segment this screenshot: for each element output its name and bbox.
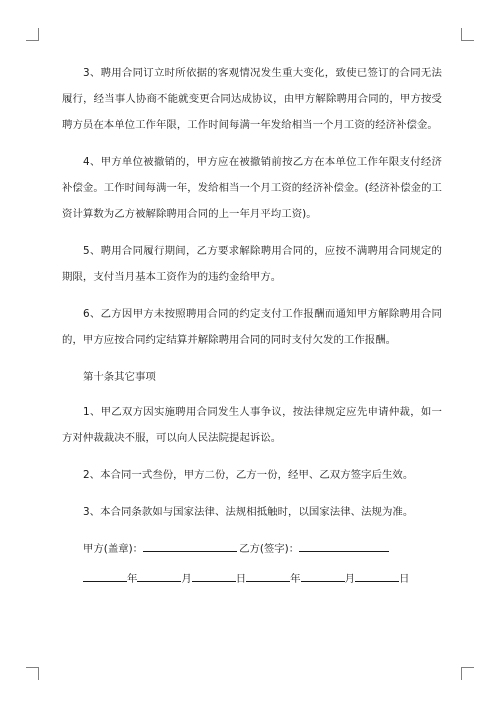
date-row xyxy=(62,566,442,592)
date-blank xyxy=(246,569,290,582)
date-blank xyxy=(137,569,181,582)
party-a-label: 甲方(盖章)： xyxy=(83,543,144,555)
party-a-signature-line xyxy=(143,539,237,552)
month-label: 月 xyxy=(181,573,192,585)
crop-mark-bottom-right xyxy=(461,667,474,680)
document-body xyxy=(62,60,442,592)
date-blank xyxy=(355,569,399,582)
clause-paragraph: 1、甲乙双方因实施聘用合同发生人事争议，按法律规定应先申请仲裁，如一方对仲裁裁决不服，可以向人民法院提起诉讼。 xyxy=(62,406,442,444)
year-label: 年 xyxy=(127,573,138,585)
clause-paragraph: 2、本合同一式叁份，甲方二份，乙方一份，经甲、乙双方签字后生效。 xyxy=(83,469,414,481)
date-blank xyxy=(83,569,127,582)
year-label: 年 xyxy=(290,573,301,585)
clause-paragraph: 4、甲方单位被撤销的，甲方应在被撤销前按乙方在本单位工作年限支付经济补偿金。工作时间每满一年，发给相当一个月工资的经济补偿金。(经济补偿金的工资计算数为乙方被解除聘用合同的上一年月平均工资)。 xyxy=(62,156,442,220)
party-b-signature-line xyxy=(299,539,389,552)
day-label: 日 xyxy=(398,573,410,585)
crop-mark-bottom-left xyxy=(26,667,39,680)
crop-mark-top-right xyxy=(461,28,474,41)
clause-paragraph: 3、聘用合同订立时所依据的客观情况发生重大变化，致使已签订的合同无法履行，经当事人协商不能就变更合同达成协议，由甲方解除聘用合同的，甲方按受聘方员在本单位工作年限，工作时间每满一年发给相当一个月工资的经济补偿金。 xyxy=(62,67,442,131)
clause-paragraph: 5、聘用合同履行期间，乙方要求解除聘用合同的，应按不满聘用合同规定的期限，支付当月基本工资作为的违约金给甲方。 xyxy=(62,245,442,283)
date-blank xyxy=(301,569,345,582)
date-blank xyxy=(192,569,236,582)
clause-paragraph: 3、本合同条款如与国家法律、法规相抵触时，以国家法律、法规为准。 xyxy=(83,506,414,518)
clause-paragraph: 6、乙方因甲方未按照聘用合同的约定支付工作报酬而通知甲方解除聘用合同的，甲方应按合同约定结算并解除聘用合同的同时支付欠发的工作报酬。 xyxy=(62,308,442,346)
party-b-label: 乙方(签字)： xyxy=(239,543,300,555)
month-label: 月 xyxy=(344,573,355,585)
section-title: 第十条其它事项 xyxy=(83,371,156,383)
day-label: 日 xyxy=(235,573,247,585)
crop-mark-top-left xyxy=(26,28,39,41)
signature-row xyxy=(62,536,442,562)
